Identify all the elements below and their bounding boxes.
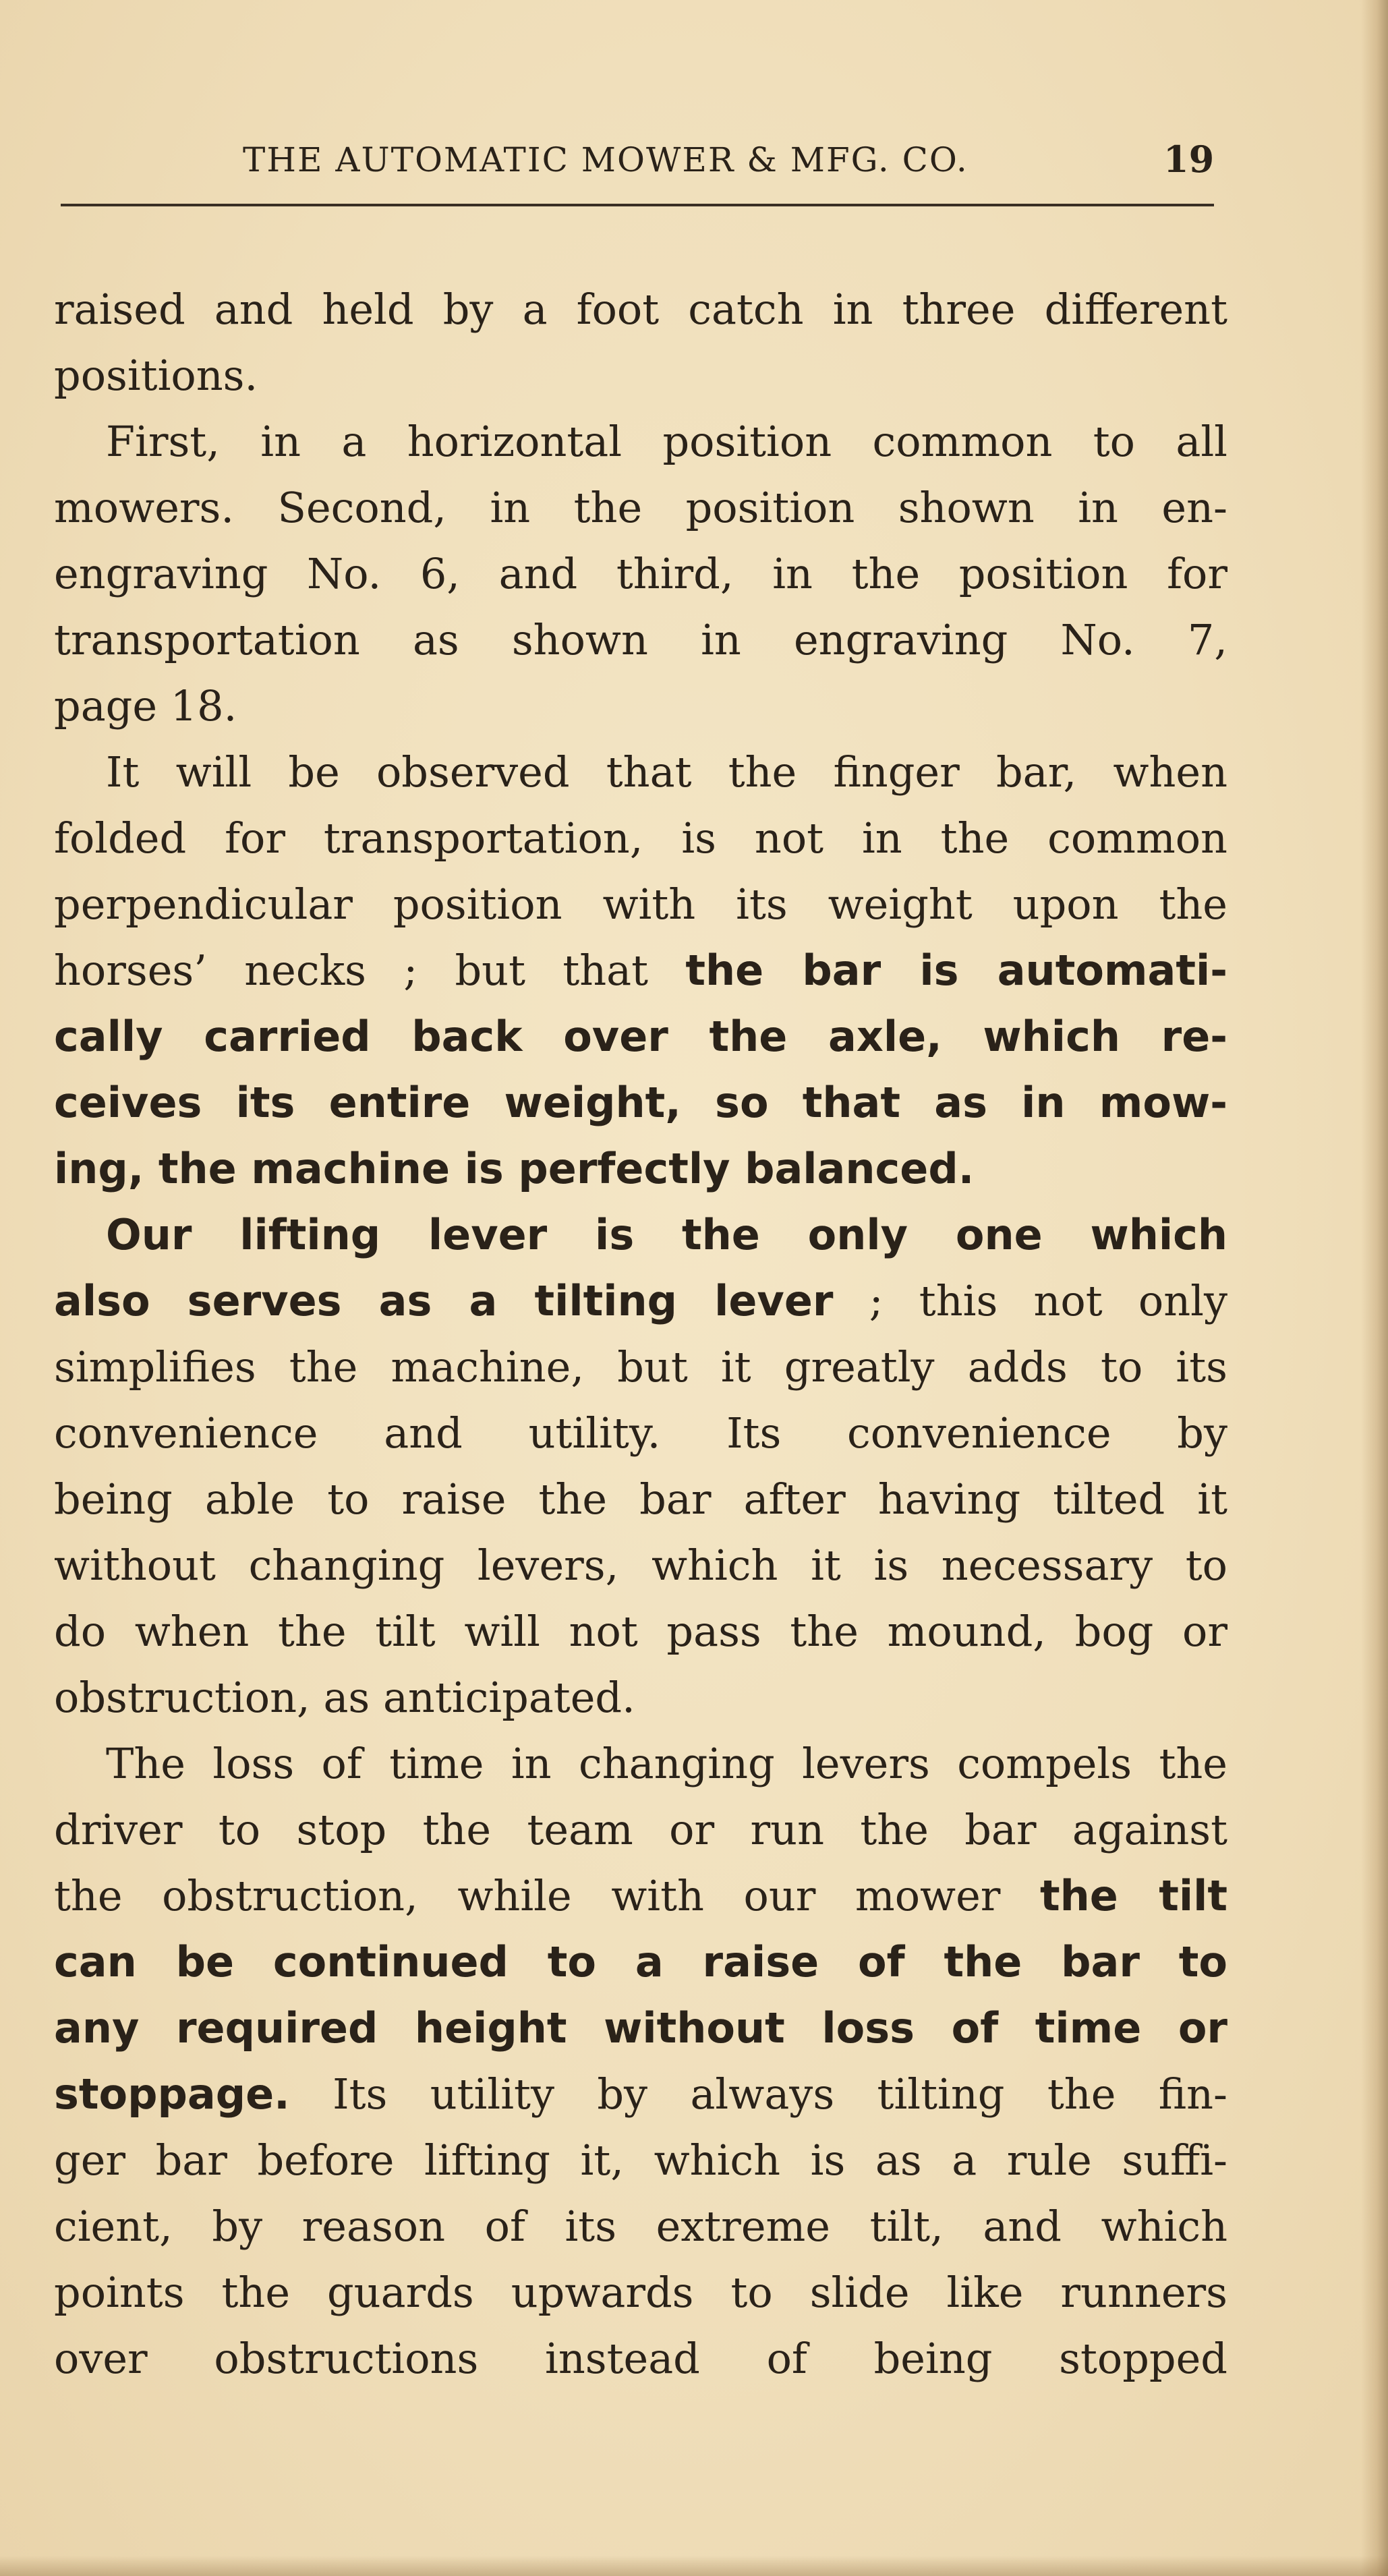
text-line: The loss of time in changing levers compels the xyxy=(106,1739,1227,1788)
text-line xyxy=(54,1863,1227,1929)
text-line: perpendicular position with its weight upon the xyxy=(54,880,1227,929)
page-header xyxy=(54,135,1214,182)
header-rule xyxy=(61,204,1214,206)
text-line: mowers. Second, in the position shown in en- xyxy=(54,483,1227,532)
text-line xyxy=(54,2061,1227,2127)
text-line: engraving No. 6, and third, in the position for xyxy=(54,549,1227,598)
bold-text-segment: stoppage. xyxy=(54,2069,290,2119)
text-line: can be continued to a raise of the bar to xyxy=(54,1937,1227,1986)
text-line: positions. xyxy=(54,351,258,400)
text-line: It will be observed that the finger bar, when xyxy=(106,747,1227,797)
text-line: page 18. xyxy=(54,681,237,731)
text-line xyxy=(54,1268,1227,1334)
page-edge-shadow xyxy=(1361,0,1388,2576)
text-segment: ; this not only xyxy=(833,1276,1228,1325)
text-line: First, in a horizontal position common to all xyxy=(106,417,1227,466)
text-line: ceives its entire weight, so that as in mow- xyxy=(54,1078,1227,1127)
text-line: cient, by reason of its extreme tilt, and which xyxy=(54,2202,1227,2251)
text-line: cally carried back over the axle, which re- xyxy=(54,1012,1227,1061)
text-line: do when the tilt will not pass the mound, bog or xyxy=(54,1607,1227,1656)
text-line: ing, the machine is perfectly balanced. xyxy=(54,1144,975,1193)
text-line: points the guards upwards to slide like runners xyxy=(54,2268,1227,2317)
text-segment: the obstruction, while with our mower xyxy=(54,1871,1040,1920)
text-line: being able to raise the bar after having tilted it xyxy=(54,1475,1227,1524)
text-line: obstruction, as anticipated. xyxy=(54,1673,635,1722)
text-segment: horses’ necks ; but that xyxy=(54,946,686,995)
text-segment: Its utility by always tilting the fin- xyxy=(289,2069,1227,2119)
text-line: driver to stop the team or run the bar against xyxy=(54,1805,1227,1854)
bold-text-segment: the bar is automati- xyxy=(685,946,1227,995)
running-head: THE AUTOMATIC MOWER & MFG. CO. xyxy=(243,140,968,179)
text-line: raised and held by a foot catch in three different xyxy=(54,285,1227,334)
text-line xyxy=(54,938,1227,1004)
text-line: over obstructions instead of being stopped xyxy=(54,2334,1227,2383)
text-line: folded for transportation, is not in the common xyxy=(54,813,1227,863)
bold-text-segment: also serves as a tilting lever xyxy=(54,1276,834,1325)
bold-text-segment: the tilt xyxy=(1039,1871,1227,1920)
page-number: 19 xyxy=(1163,138,1215,181)
text-line: any required height without loss of time or xyxy=(54,2003,1227,2053)
text-line: simplifies the machine, but it greatly adds to its xyxy=(54,1342,1227,1392)
text-line: transportation as shown in engraving No. 7, xyxy=(54,615,1227,664)
text-line: convenience and utility. Its convenience by xyxy=(54,1408,1227,1458)
body-text xyxy=(54,277,1227,2392)
text-line: ger bar before lifting it, which is as a rule suffi- xyxy=(54,2136,1227,2185)
page-bottom-shadow xyxy=(0,2556,1388,2576)
text-line: Our lifting lever is the only one which xyxy=(106,1210,1227,1259)
text-line: without changing levers, which it is necessary to xyxy=(54,1541,1227,1590)
